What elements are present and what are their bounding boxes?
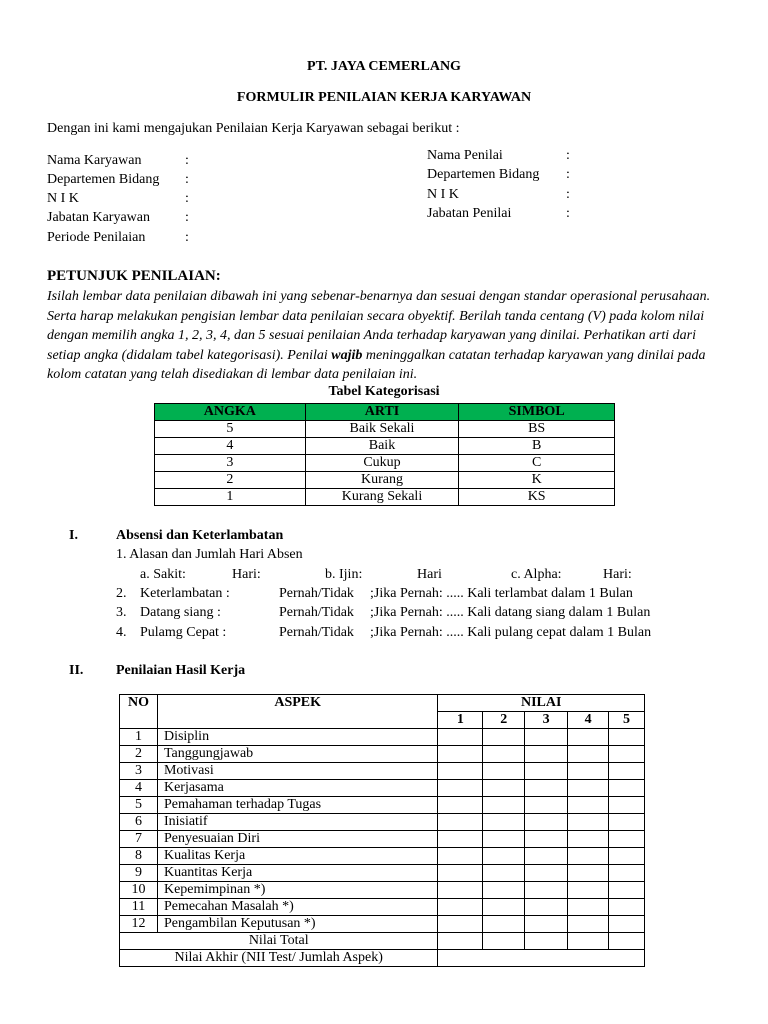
table-row xyxy=(120,729,645,746)
cell: 4 xyxy=(155,438,306,455)
section1-numeral: I. xyxy=(69,528,78,543)
row-number: 9 xyxy=(120,865,158,882)
score-cell[interactable] xyxy=(609,797,645,814)
instructions-paragraph: Isilah lembar data penilaian dibawah ini yang sebenar-benarnya dan sesuai dengan standar operasional perusahaan. Serta harap melakukan pengisian lembar data penilaian secara obyektif. Berilah tanda centang (V) pada kolom nilai dengan memilih angka 1, 2, 3, 4, dan 5 sesuai penilaian Anda terhadap karyawan yang dinilai. Perhatikan arti dari setiap angka (didalam tabel kategorisasi). Penilai wajib meninggalkan catatan terhadap karyawan yang dinilai pada kolom catatan yang telah disediakan di lembar data penilaian ini. xyxy=(47,289,711,382)
score-cell[interactable] xyxy=(568,729,609,746)
score-cell[interactable] xyxy=(483,729,525,746)
item-label: Datang siang : xyxy=(140,605,221,620)
score-cell[interactable] xyxy=(609,763,645,780)
score-cell[interactable] xyxy=(525,865,568,882)
table-row xyxy=(155,489,615,506)
header-cell: ANGKA xyxy=(155,404,306,421)
score-cell[interactable] xyxy=(438,831,483,848)
score-cell[interactable] xyxy=(525,899,568,916)
score-cell[interactable] xyxy=(438,763,483,780)
aspect-label: Inisiatif xyxy=(157,814,437,831)
score-cell[interactable] xyxy=(483,814,525,831)
score-cell[interactable] xyxy=(525,780,568,797)
table-row xyxy=(120,899,645,916)
score-cell[interactable] xyxy=(568,814,609,831)
score-cell[interactable] xyxy=(483,746,525,763)
final-label: Nilai Akhir (NII Test/ Jumlah Aspek) xyxy=(120,950,438,967)
score-cell[interactable] xyxy=(438,729,483,746)
row-number: 2 xyxy=(120,746,158,763)
table-row xyxy=(120,831,645,848)
field-colon: : xyxy=(566,148,570,163)
score-cell[interactable] xyxy=(483,933,525,950)
total-label: Nilai Total xyxy=(120,933,438,950)
score-cell[interactable] xyxy=(568,933,609,950)
score-cell[interactable] xyxy=(525,916,568,933)
header-cell: ARTI xyxy=(305,404,459,421)
score-cell[interactable] xyxy=(483,882,525,899)
table-row xyxy=(120,916,645,933)
cell: Cukup xyxy=(305,455,459,472)
field-colon: : xyxy=(185,210,189,225)
absence-permit: b. Ijin: xyxy=(325,567,363,582)
score-cell[interactable] xyxy=(609,916,645,933)
score-cell[interactable] xyxy=(568,899,609,916)
table-row xyxy=(155,438,615,455)
final-score-cell[interactable] xyxy=(438,950,645,967)
score-cell[interactable] xyxy=(483,763,525,780)
cell: BS xyxy=(459,421,615,438)
row-number: 1 xyxy=(120,729,158,746)
score-column: 5 xyxy=(609,712,645,729)
row-number: 12 xyxy=(120,916,158,933)
header-cell: SIMBOL xyxy=(459,404,615,421)
score-cell[interactable] xyxy=(525,882,568,899)
cell: B xyxy=(459,438,615,455)
aspect-label: Kualitas Kerja xyxy=(157,848,437,865)
score-cell[interactable] xyxy=(525,746,568,763)
score-cell[interactable] xyxy=(483,916,525,933)
category-header-row xyxy=(155,404,615,421)
score-cell[interactable] xyxy=(609,746,645,763)
field-colon: : xyxy=(185,191,189,206)
score-column: 2 xyxy=(483,712,525,729)
field-label: Departemen Bidang xyxy=(47,172,160,187)
score-cell[interactable] xyxy=(568,780,609,797)
score-cell[interactable] xyxy=(438,780,483,797)
section2-title: Penilaian Hasil Kerja xyxy=(116,663,246,678)
score-cell[interactable] xyxy=(609,933,645,950)
score-cell[interactable] xyxy=(609,882,645,899)
score-cell[interactable] xyxy=(568,831,609,848)
aspect-label: Pengambilan Keputusan *) xyxy=(157,916,437,933)
absence-alpha: c. Alpha: xyxy=(511,567,562,582)
row-number: 10 xyxy=(120,882,158,899)
table-row xyxy=(120,746,645,763)
score-cell[interactable] xyxy=(438,746,483,763)
total-row xyxy=(120,933,645,950)
cell: KS xyxy=(459,489,615,506)
row-number: 11 xyxy=(120,899,158,916)
field-label: Departemen Bidang xyxy=(427,167,540,182)
score-cell[interactable] xyxy=(609,780,645,797)
table-row xyxy=(120,780,645,797)
aspect-label: Motivasi xyxy=(157,763,437,780)
absence-permit-unit: Hari xyxy=(417,567,442,582)
row-number: 8 xyxy=(120,848,158,865)
table-row xyxy=(120,882,645,899)
column-nilai: NILAI xyxy=(438,695,645,712)
score-cell[interactable] xyxy=(525,763,568,780)
absence-sick-unit: Hari: xyxy=(232,567,261,582)
item-detail: ;Jika Pernah: ..... Kali pulang cepat dalam 1 Bulan xyxy=(370,625,652,640)
form-title: FORMULIR PENILAIAN KERJA KARYAWAN xyxy=(236,90,532,105)
score-cell[interactable] xyxy=(483,848,525,865)
score-cell[interactable] xyxy=(568,865,609,882)
category-table-title: Tabel Kategorisasi xyxy=(328,384,440,399)
field-colon: : xyxy=(185,153,189,168)
field-colon: : xyxy=(566,206,570,221)
score-cell[interactable] xyxy=(483,797,525,814)
table-row xyxy=(155,421,615,438)
cell: K xyxy=(459,472,615,489)
field-colon: : xyxy=(566,167,570,182)
score-cell[interactable] xyxy=(568,882,609,899)
field-label: Periode Penilaian xyxy=(47,230,146,245)
score-cell[interactable] xyxy=(609,729,645,746)
aspect-label: Kepemimpinan *) xyxy=(157,882,437,899)
column-aspek: ASPEK xyxy=(157,695,437,729)
score-cell[interactable] xyxy=(609,899,645,916)
field-colon: : xyxy=(185,230,189,245)
score-cell[interactable] xyxy=(438,933,483,950)
table-row xyxy=(155,455,615,472)
item-choice: Pernah/Tidak xyxy=(279,625,354,640)
field-label: Nama Penilai xyxy=(427,148,503,163)
score-cell[interactable] xyxy=(609,848,645,865)
section1-title: Absensi dan Keterlambatan xyxy=(116,528,284,543)
aspect-label: Penyesuaian Diri xyxy=(157,831,437,848)
category-table xyxy=(154,403,615,506)
score-cell[interactable] xyxy=(438,797,483,814)
cell: 3 xyxy=(155,455,306,472)
item-number: 3. xyxy=(116,605,127,620)
field-label: N I K xyxy=(427,187,459,202)
absence-sick: a. Sakit: xyxy=(140,567,186,582)
cell: 5 xyxy=(155,421,306,438)
table-row xyxy=(155,472,615,489)
aspect-label: Pemecahan Masalah *) xyxy=(157,899,437,916)
absence-alpha-unit: Hari: xyxy=(603,567,632,582)
score-cell[interactable] xyxy=(568,797,609,814)
score-cell[interactable] xyxy=(609,831,645,848)
score-cell[interactable] xyxy=(609,814,645,831)
item-detail: ;Jika Pernah: ..... Kali terlambat dalam 1 Bulan xyxy=(370,586,633,601)
instructions-heading: PETUNJUK PENILAIAN: xyxy=(47,268,221,284)
aspect-label: Kerjasama xyxy=(157,780,437,797)
score-cell[interactable] xyxy=(438,814,483,831)
instructions-bold-word: wajib xyxy=(331,347,363,363)
row-number: 5 xyxy=(120,797,158,814)
score-column: 3 xyxy=(525,712,568,729)
score-cell[interactable] xyxy=(438,899,483,916)
score-cell[interactable] xyxy=(483,780,525,797)
field-colon: : xyxy=(185,172,189,187)
row-number: 3 xyxy=(120,763,158,780)
field-label: Nama Karyawan xyxy=(47,153,142,168)
score-cell[interactable] xyxy=(438,865,483,882)
table-row xyxy=(120,763,645,780)
aspect-label: Pemahaman terhadap Tugas xyxy=(157,797,437,814)
score-column: 4 xyxy=(568,712,609,729)
row-number: 4 xyxy=(120,780,158,797)
score-cell[interactable] xyxy=(438,848,483,865)
item-detail: ;Jika Pernah: ..... Kali datang siang dalam 1 Bulan xyxy=(370,605,651,620)
score-cell[interactable] xyxy=(438,916,483,933)
intro-text: Dengan ini kami mengajukan Penilaian Kerja Karyawan sebagai berikut : xyxy=(47,121,460,136)
item-label: Keterlambatan : xyxy=(140,586,230,601)
score-cell[interactable] xyxy=(525,831,568,848)
cell: Baik Sekali xyxy=(305,421,459,438)
field-colon: : xyxy=(566,187,570,202)
score-cell[interactable] xyxy=(438,882,483,899)
absence-item: 1. Alasan dan Jumlah Hari Absen xyxy=(116,547,303,562)
column-no: NO xyxy=(120,695,158,729)
aspect-label: Disiplin xyxy=(157,729,437,746)
score-cell[interactable] xyxy=(483,865,525,882)
item-label: Pulamg Cepat : xyxy=(140,625,227,640)
cell: 1 xyxy=(155,489,306,506)
cell: 2 xyxy=(155,472,306,489)
score-cell[interactable] xyxy=(568,763,609,780)
table-row xyxy=(120,797,645,814)
item-choice: Pernah/Tidak xyxy=(279,605,354,620)
table-row xyxy=(120,848,645,865)
field-label: N I K xyxy=(47,191,79,206)
score-cell[interactable] xyxy=(483,831,525,848)
item-number: 4. xyxy=(116,625,127,640)
item-choice: Pernah/Tidak xyxy=(279,586,354,601)
cell: C xyxy=(459,455,615,472)
row-number: 7 xyxy=(120,831,158,848)
field-label: Jabatan Penilai xyxy=(427,206,512,221)
table-row xyxy=(120,865,645,882)
row-number: 6 xyxy=(120,814,158,831)
company-name: PT. JAYA CEMERLANG xyxy=(307,59,461,74)
cell: Baik xyxy=(305,438,459,455)
field-label: Jabatan Karyawan xyxy=(47,210,151,225)
cell: Kurang xyxy=(305,472,459,489)
score-cell[interactable] xyxy=(568,746,609,763)
table-row xyxy=(120,814,645,831)
assessment-table xyxy=(119,694,645,967)
score-cell[interactable] xyxy=(568,848,609,865)
aspect-label: Tanggungjawab xyxy=(157,746,437,763)
score-cell[interactable] xyxy=(525,848,568,865)
aspect-label: Kuantitas Kerja xyxy=(157,865,437,882)
item-number: 2. xyxy=(116,586,127,601)
score-cell[interactable] xyxy=(483,899,525,916)
final-row xyxy=(120,950,645,967)
score-cell[interactable] xyxy=(568,916,609,933)
score-column: 1 xyxy=(438,712,483,729)
score-cell[interactable] xyxy=(525,933,568,950)
cell: Kurang Sekali xyxy=(305,489,459,506)
score-cell[interactable] xyxy=(525,814,568,831)
score-cell[interactable] xyxy=(525,729,568,746)
section2-numeral: II. xyxy=(69,663,84,678)
score-cell[interactable] xyxy=(609,865,645,882)
score-cell[interactable] xyxy=(525,797,568,814)
